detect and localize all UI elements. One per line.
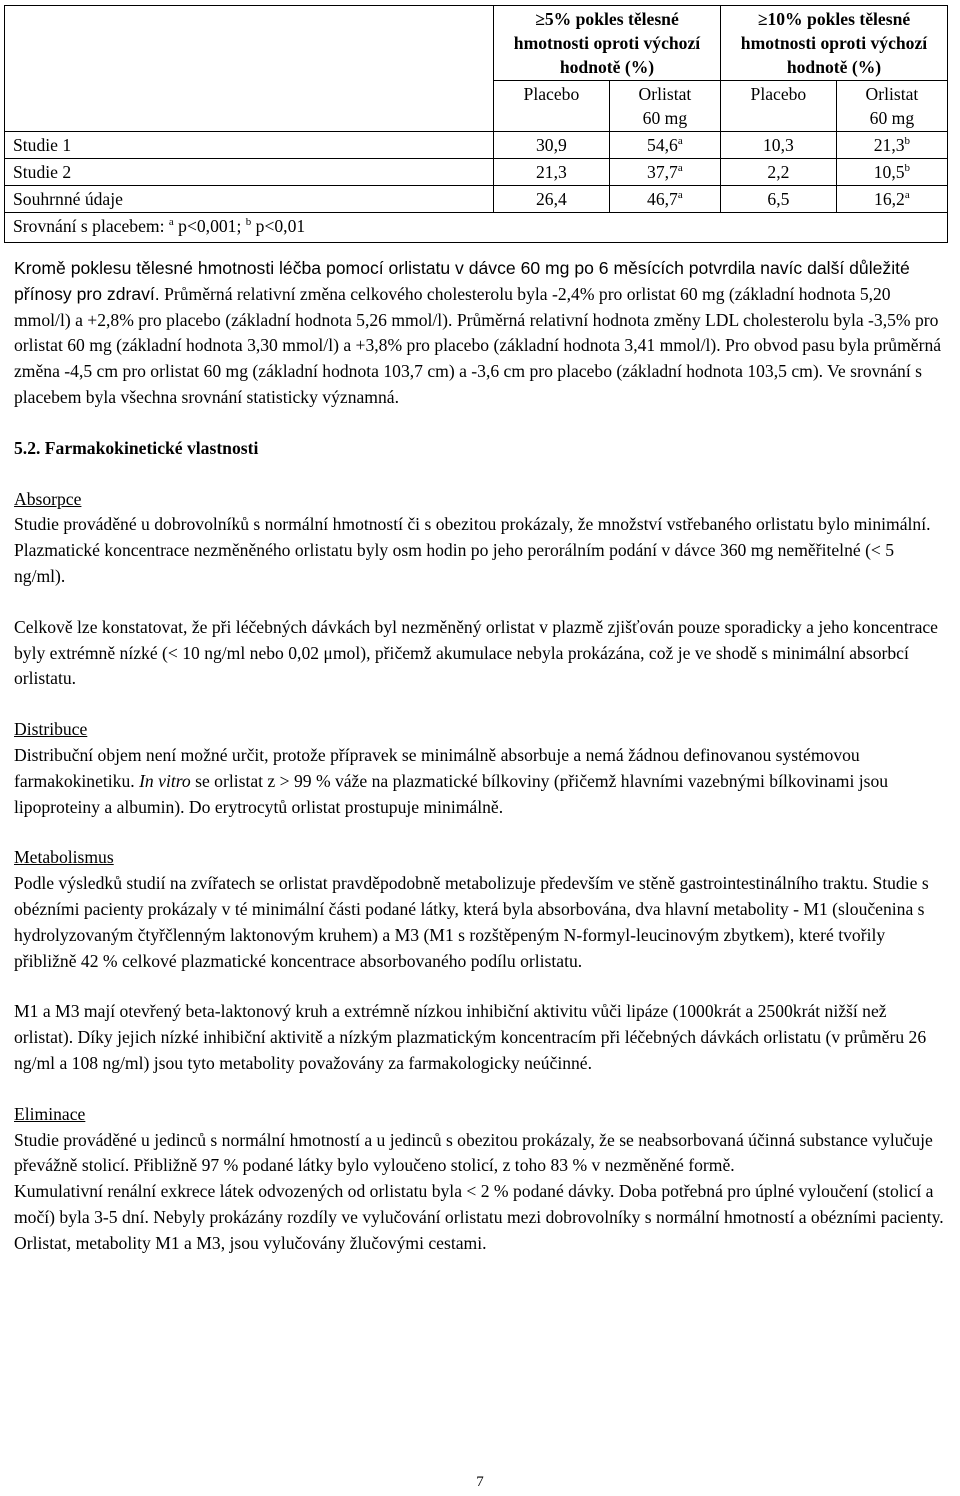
cell-value: 30,9 [494,132,610,159]
header-5-percent: ≥5% pokles tělesné hmotnosti oproti výchozí hodnotě (%) [494,6,721,81]
cell-value: 21,3$^b$ [836,132,947,159]
metabolismus-paragraph: Podle výsledků studií na zvířatech se orlistat pravděpodobně metabolizuje především ve stěně gastrointestinálního traktu. Studie s obézními pacienty prokázaly v té minimální části podané látky, která byla absorbována, dva hlavní metabolity - M1 (sloučenina s hydrolyzovaným čtyřčlenným laktonovým kruhem) a M3 (M1 s rozštěpeným N-formyl-leucinovým zbytkem), které tvořily přibližně 42 % celkové plazmatické koncentrace absorbovaného podílu orlistatu. [14,873,929,971]
section-heading: 5.2. Farmakokinetické vlastnosti [14,437,259,458]
cell-value: 10,5$^b$ [836,159,947,186]
col-placebo: Placebo [494,81,610,132]
distribuce-heading: Distribuce [14,719,88,740]
document-page [14,5,946,1257]
col-orlistat: Orlistat 60 mg [836,81,947,132]
row-label: Studie 1 [5,132,494,159]
cell-value: 16,2$^a$ [836,186,947,213]
eliminace-paragraph: Studie prováděné u jedinců s normální hmotností a u jedinců s obezitou prokázaly, že se neabsorbovaná účinná substance vylučuje převážně stolicí. Přibližně 97 % podané látky bylo vyloučeno stolicí, z toho 83 % v nezměněné formě. [14,1129,933,1176]
table-subheader-row [5,81,948,132]
table-footnote: Srovnání s placebem: $^a$ p<0,001; $^b$ p<0,01 [5,213,948,243]
col-orlistat: Orlistat 60 mg [609,81,720,132]
table-row [5,159,948,186]
col-placebo: Placebo [720,81,836,132]
table-row [5,186,948,213]
cell-value: 46,7$^a$ [609,186,720,213]
row-label: Studie 2 [5,159,494,186]
eliminace-paragraph: Kumulativní renální exkrece látek odvozených od orlistatu byla < 2 % podané dávky. Doba potřebná pro úplné vyloučení (stolicí a močí) byla 3-5 dní. Nebyly prokázány rozdíly ve vylučování orlistatu mezi dobrovolníky s normální hmotností a obézními pacienty. Orlistat, metabolity M1 a M3, jsou vylučovány žlučovými cestami. [14,1181,944,1253]
eliminace-heading: Eliminace [14,1103,86,1124]
absorpce-paragraph: Celkově lze konstatovat, že při léčebných dávkách byl nezměněný orlistat v plazmě zjišťován pouze sporadicky a jeho koncentrace byly extrémně nízké (< 10 ng/ml nebo 0,02 μmol), přičemž akumulace nebyla prokázána, což je ve shodě s minimální absorbcí orlistatu. [14,616,938,689]
row-label: Souhrnné údaje [5,186,494,213]
table-row [5,132,948,159]
table-corner-cell [5,81,494,132]
table-corner-cell [5,6,494,81]
distribuce-paragraph: Distribuční objem není možné určit, protože přípravek se minimálně absorbuje a nemá žádnou definovanou systémovou farmakokinetiku. In vitro se orlistat z > 99 % váže na plazmatické bílkoviny (přičemž hlavními vazebnými bílkovinami jsou lipoproteiny a albumin). Do erytrocytů orlistat prostupuje minimálně. [14,744,889,817]
page-number: 7 [476,1474,484,1490]
weight-loss-table [4,5,948,243]
cell-value: 37,7$^a$ [609,159,720,186]
metabolismus-heading: Metabolismus [14,847,114,868]
table-footnote-row [5,213,948,243]
cell-value: 6,5 [720,186,836,213]
absorpce-heading: Absorpce [14,488,82,509]
cell-value: 54,6$^a$ [609,132,720,159]
metabolismus-paragraph: M1 a M3 mají otevřený beta-laktonový kruh a extrémně nízkou inhibiční aktivitu vůči lipáze (1000krát a 2500krát nižší než orlistat). Díky jejich nízké inhibiční aktivitě a nízkým plazmatickým koncentracím při léčebných dávkách orlistatu (v průměru 26 ng/ml a 108 ng/ml) jsou tyto metabolity považovány za farmakologicky neúčinné. [14,1001,927,1073]
cell-value: 21,3 [494,159,610,186]
absorpce-paragraph: Studie prováděné u dobrovolníků s normální hmotností či s obezitou prokázaly, že množství vstřebaného orlistatu bylo minimální. Plazmatické koncentrace nezměněného orlistatu byly osm hodin po jeho perorálním podání v dávce 360 mg neměřitelné (< 5 ng/ml). [14,514,931,586]
cell-value: 2,2 [720,159,836,186]
benefits-paragraph: Kromě poklesu tělesné hmotnosti léčba pomocí orlistatu v dávce 60 mg po 6 měsících potvrdila navíc další důležité přínosy pro zdraví. Průměrná relativní změna celkového cholesterolu byla -2,4% pro orlistat 60 mg (základní hodnota 5,20 mmol/l) a +2,8% pro placebo (základní hodnota 5,26 mmol/l). Průměrná relativní hodnota změny LDL cholesterolu byla -3,5% pro orlistat 60 mg (základní hodnota 3,30 mmol/l) a +3,8% pro placebo (základní hodnota 3,41 mmol/l). Pro obvod pasu byla průměrná změna -4,5 cm pro orlistat 60 mg (základní hodnota 103,7 cm) a -3,6 cm pro placebo (základní hodnota 103,5 cm). Ve srovnání s placebem byla všechna srovnání statisticky významná. [14,258,942,407]
table-header-row [5,6,948,81]
cell-value: 26,4 [494,186,610,213]
header-10-percent: ≥10% pokles tělesné hmotnosti oproti výchozí hodnotě (%) [720,6,947,81]
cell-value: 10,3 [720,132,836,159]
